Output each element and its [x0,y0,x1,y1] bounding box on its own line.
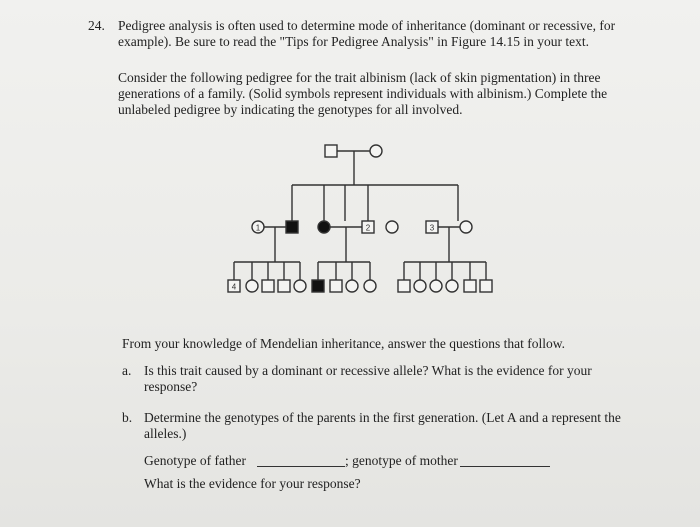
question-b-line-1: Determine the genotypes of the parents in the first generation. (Let A and a represent the [144,410,621,425]
gen3-female [430,280,442,292]
gen3-female [246,280,258,292]
gen2-affected-male [286,221,298,233]
genotype-father-blank[interactable] [257,466,345,467]
genotype-mother-blank[interactable] [460,466,550,467]
label-2: 2 [365,223,371,233]
question-b-label: b. [122,410,133,425]
intro-line-1: Pedigree analysis is often used to determine mode of inheritance (dominant or recessive, for [118,18,616,33]
question-a-line-2: response? [144,379,198,394]
gen3-male [278,280,290,292]
gen3-male [330,280,342,292]
gen3-female [346,280,358,292]
gen2-female [386,221,398,233]
gen3-female [414,280,426,292]
consider-line-3: unlabeled pedigree by indicating the genotypes for all involved. [118,102,463,117]
gen3-female [446,280,458,292]
question-number: 24. [88,18,105,33]
question-a-line-1: Is this trait caused by a dominant or recessive allele? What is the evidence for your [144,363,592,378]
question-a-label: a. [122,363,132,378]
gen3-male [480,280,492,292]
gen3-affected-male [312,280,324,292]
gen3-male [398,280,410,292]
label-1: 1 [255,223,261,233]
gen2-spouse-3 [460,221,472,233]
consider-line-2: generations of a family. (Solid symbols represent individuals with albinism.) Complete the [118,86,608,101]
question-b-line-2: alleles.) [144,426,187,441]
gen3-male [262,280,274,292]
consider-line-1: Consider the following pedigree for the trait albinism (lack of skin pigmentation) in three [118,70,601,85]
questions-intro: From your knowledge of Mendelian inheritance, answer the questions that follow. [122,336,566,351]
label-4: 4 [231,282,237,292]
gen2-affected-female [318,221,330,233]
genotype-mother-label: ; genotype of mother [345,453,458,468]
gen1-father [325,145,337,157]
label-3: 3 [429,223,435,233]
intro-line-2: example). Be sure to read the "Tips for Pedigree Analysis" in Figure 14.15 in your text. [118,34,589,49]
genotype-father-label: Genotype of father [144,453,246,468]
gen3-female [294,280,306,292]
evidence-prompt: What is the evidence for your response? [144,476,361,491]
gen3-male [464,280,476,292]
gen3-female [364,280,376,292]
gen1-mother [370,145,382,157]
